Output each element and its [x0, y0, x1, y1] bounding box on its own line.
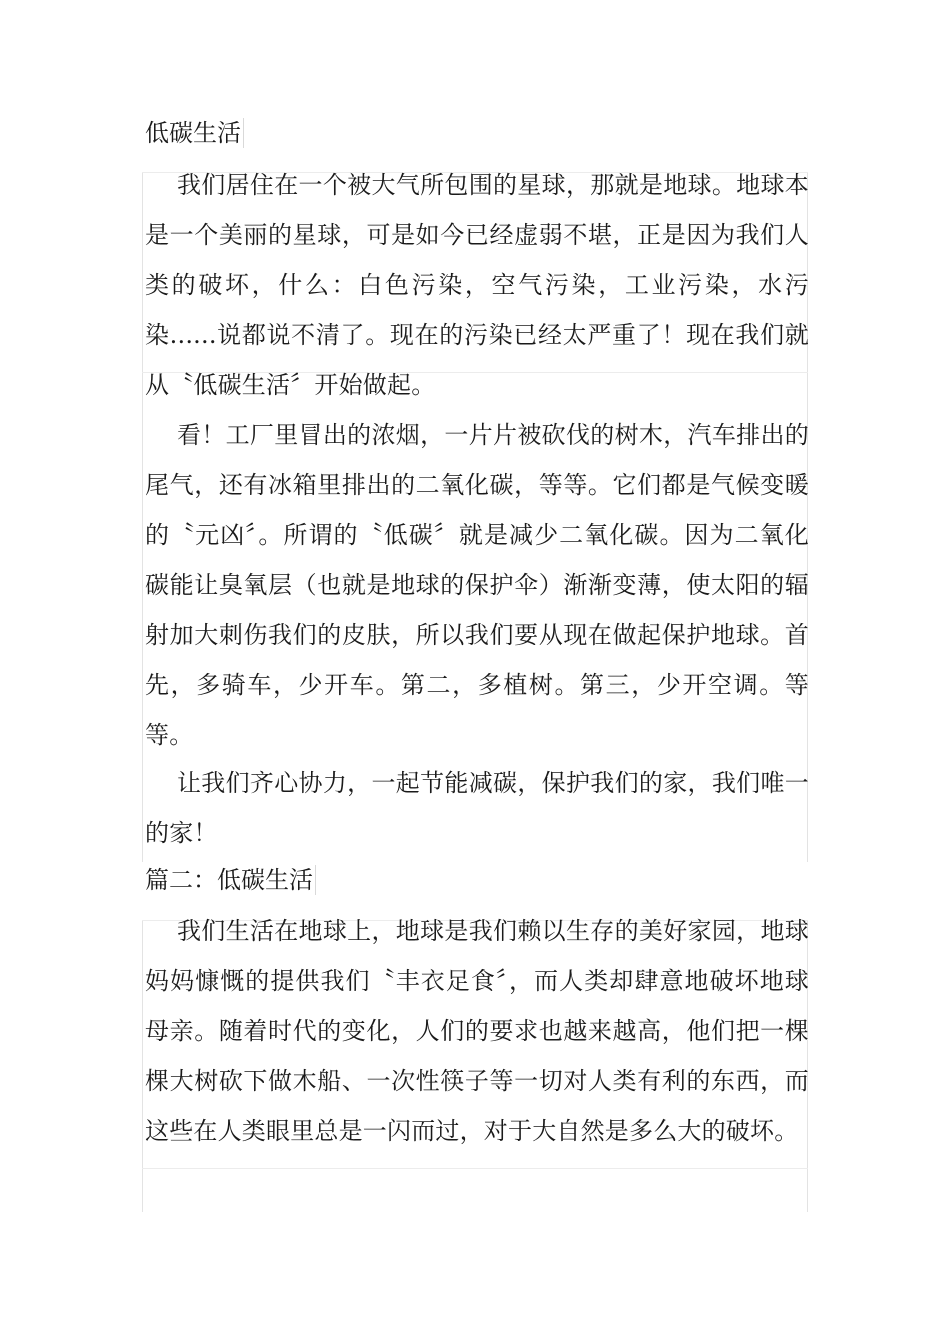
body-paragraph: 看！工厂里冒出的浓烟，一片片被砍伐的树木，汽车排出的尾气，还有冰箱里排出的二氧化碳，等等。它们都是气候变暖的〝元凶〞。所谓的〝低碳〞就是减少二氧化碳。因为二氧化碳能让臭氧层（也就是地球的保护伞）渐渐变薄，使太阳的辐射加大刺伤我们的皮肤，所以我们要从现在做起保护地球。首先，多骑车，少开车。第二，多植树。第三，少开空调。等等。 — [145, 421, 809, 749]
body-paragraph: 让我们齐心协力，一起节能减碳，保护我们的家，我们唯一的家！ — [145, 769, 809, 847]
body-paragraph: 我们生活在地球上，地球是我们赖以生存的美好家园，地球妈妈慷慨的提供我们〝丰衣足食〞，而人类却肆意地破坏地球母亲。随着时代的变化，人们的要求也越来越高，他们把一棵棵大树砍下做木船、一次性筷子等一切对人类有利的东西，而这些在人类眼里总是一闪而过，对于大自然是多么大的破坏。 — [145, 917, 809, 1145]
line-rule — [142, 1168, 808, 1169]
section-title: 篇二：低碳生活 — [145, 865, 316, 895]
section-title: 低碳生活 — [145, 118, 244, 148]
body-paragraph: 我们居住在一个被大气所包围的星球，那就是地球。地球本是一个美丽的星球，可是如今已经虚弱不堪，正是因为我们人类的破坏，什么：白色污染，空气污染，工业污染，水污染......说都说不清了。现在的污染已经太严重了！现在我们就从〝低碳生活〞开始做起。 — [145, 171, 809, 399]
